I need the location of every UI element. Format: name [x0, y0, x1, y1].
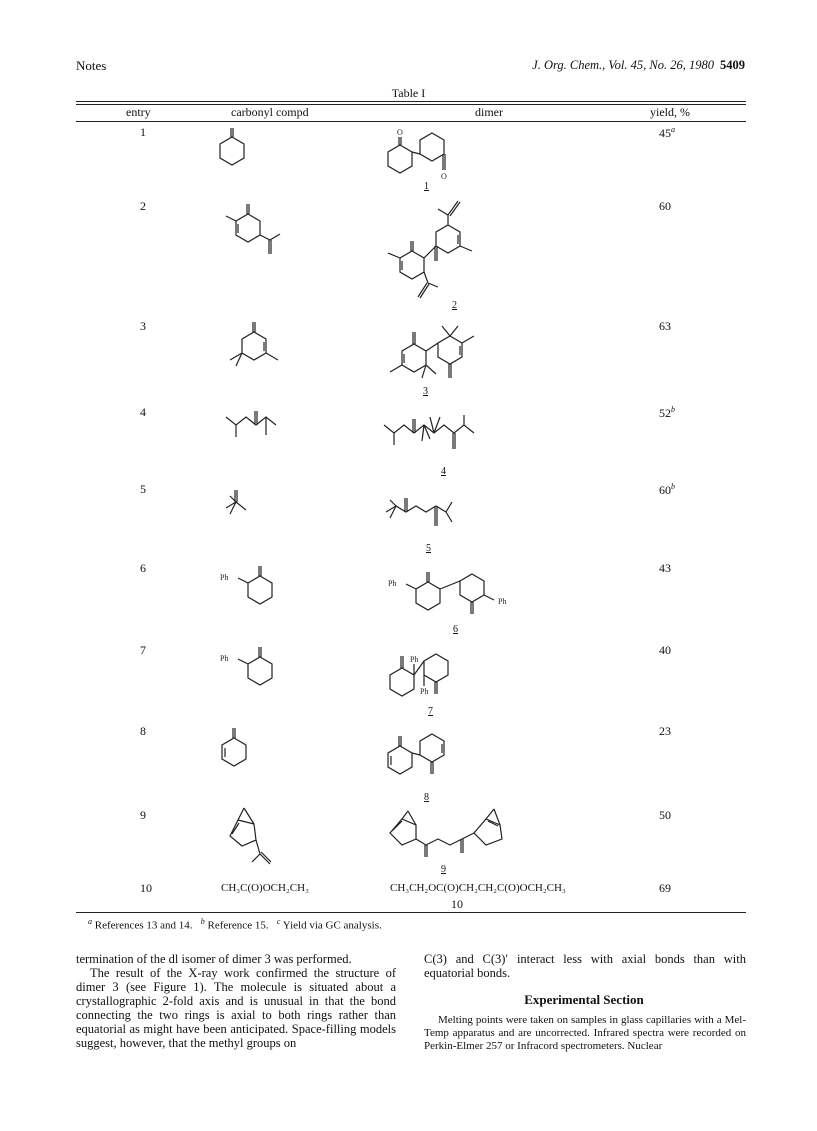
experimental-paragraph: Melting points were taken on samples in glass capillaries with a Mel-Temp apparatus and are uncorrected. Infrared spectra were recorded on Perkin-Elmer 257 or Infracord spectrometers. Nuclear	[424, 1014, 746, 1052]
yield-value: 60	[659, 199, 671, 213]
compound-label: 7	[428, 706, 433, 717]
yield-value: 50	[659, 808, 671, 822]
entry-number: 1	[140, 125, 146, 139]
phenyl-label: Ph	[220, 654, 229, 663]
norbornenyl-ketone-structure	[216, 800, 286, 875]
yield-value: 69	[659, 881, 671, 895]
entry-number: 2	[140, 199, 146, 213]
isophorone-structure	[222, 318, 292, 388]
yield-value: 52$^b$	[659, 405, 675, 420]
carvone-structure	[222, 200, 292, 265]
left-column	[76, 952, 396, 1050]
compound-label: 1	[424, 181, 429, 192]
entry-number: 6	[140, 561, 146, 575]
paragraph: termination of the dl isomer of dimer 3 was performed.	[76, 952, 352, 966]
col-entry: entry	[126, 105, 151, 119]
table-bottom-rule	[76, 912, 746, 913]
ketone-5-structure	[222, 482, 262, 522]
dimer-7-structure	[380, 640, 480, 705]
entry-number: 4	[140, 405, 146, 419]
compound-label: 2	[452, 300, 457, 311]
phenylcyclohexanone-structure	[218, 562, 298, 617]
phenylcyclohexanone-structure	[218, 643, 298, 698]
table-top-rule-inner	[76, 104, 746, 105]
table-header-rule	[76, 121, 746, 122]
paragraph: The result of the X-ray work confirmed the structure of dimer 3 (see Figure 1). The molecule is situated about a crystallographic 2-fold axis and is unusual in that the bond connecting the two rings is axial to both rings rather than equatorial as might have been anticipated. Space-filling models suggest, however, that the methyl groups on	[76, 966, 396, 1050]
yield-value: 60$^b$	[659, 482, 675, 497]
yield-value: 45$^a$	[659, 125, 675, 140]
dimer-9-structure	[382, 805, 532, 865]
running-header-section: Notes	[76, 58, 107, 73]
dimer-5-structure	[380, 482, 470, 542]
phenyl-label: Ph	[220, 573, 229, 582]
cyclohexanone-structure	[210, 125, 260, 180]
entry-number: 9	[140, 808, 146, 822]
yield-value: 43	[659, 561, 671, 575]
compound-label: 3	[423, 386, 428, 397]
journal-name: J. Org. Chem., Vol. 45, No. 26, 1980	[532, 58, 714, 72]
carbonyl-formula: CH₃C(O)OCH₂CH₃	[221, 882, 309, 894]
section-heading: Experimental Section	[524, 992, 644, 1007]
col-carbonyl: carbonyl compd	[231, 105, 309, 119]
page-number: 5409	[720, 58, 745, 72]
phenyl-label: Ph	[498, 597, 507, 606]
compound-label: 9	[441, 864, 446, 875]
right-column	[424, 952, 746, 980]
journal-citation	[532, 58, 745, 73]
dimer-8-structure	[380, 722, 470, 787]
dimer-formula: CH₃CH₂OC(O)CH₂CH₂C(O)OCH₂CH₃	[390, 882, 566, 894]
entry-number: 10	[140, 881, 152, 895]
compound-label: 8	[424, 792, 429, 803]
table-footnotes: $^a$ References 13 and 14. $^b$ Reference 15. $^c$ Yield via GC analysis.	[88, 917, 382, 932]
dimer-4-structure	[378, 405, 498, 465]
compound-label: 10	[451, 897, 463, 911]
yield-value: 40	[659, 643, 671, 657]
paragraph: C(3) and C(3)′ interact less with axial bonds than with equatorial bonds.	[424, 952, 746, 980]
compound-label: 5	[426, 543, 431, 554]
table-title: Table I	[391, 86, 426, 100]
dimer-3-structure	[378, 318, 493, 388]
compound-label: 6	[453, 624, 458, 635]
yield-value: 63	[659, 319, 671, 333]
col-dimer: dimer	[475, 105, 503, 119]
entry-number: 3	[140, 319, 146, 333]
yield-value: 23	[659, 724, 671, 738]
dimer-6-structure	[380, 560, 530, 625]
table-top-rule	[76, 101, 746, 102]
entry-number: 8	[140, 724, 146, 738]
oxygen-atom: O	[441, 172, 447, 181]
entry-number: 7	[140, 643, 146, 657]
diisopropyl-ketone-structure	[222, 405, 292, 445]
phenyl-label: Ph	[388, 579, 397, 588]
oxygen-atom: O	[397, 128, 403, 137]
dimer-2-structure	[378, 195, 488, 305]
phenyl-label: Ph	[410, 655, 419, 664]
compound-label: 4	[441, 466, 446, 477]
cyclohexenone-structure	[212, 724, 262, 779]
entry-number: 5	[140, 482, 146, 496]
dimer-1-structure	[380, 125, 470, 185]
phenyl-label: Ph	[420, 687, 429, 696]
col-yield: yield, %	[650, 105, 690, 119]
